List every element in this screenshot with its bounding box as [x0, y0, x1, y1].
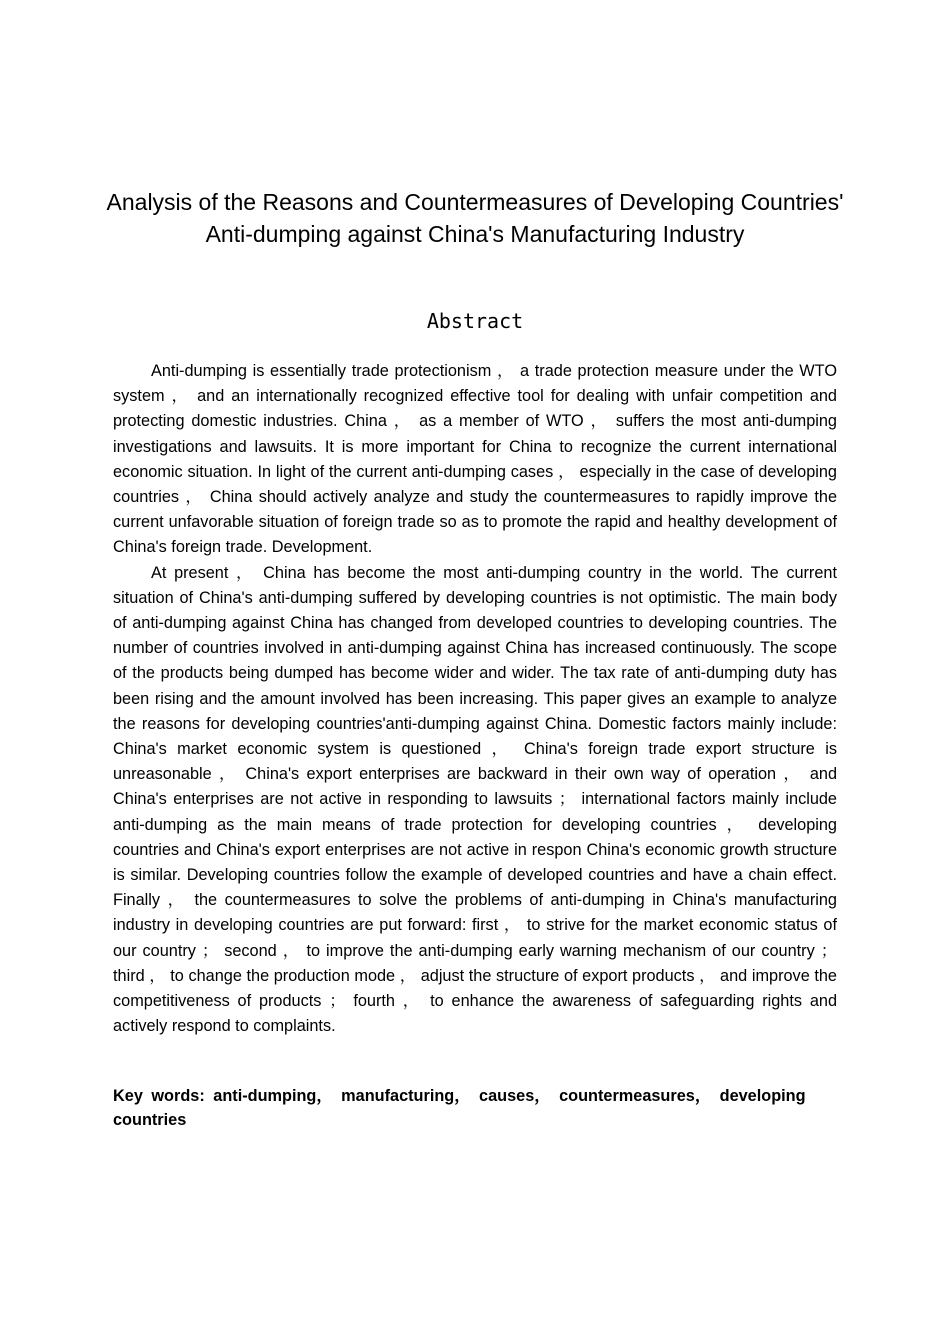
abstract-paragraph-1: Anti-dumping is essentially trade protectionism ， a trade protection measure under the WTO system ， and an internationally recognized effective tool for dealing with unfair competition and protecting domestic industries. China ， as a member of WTO ， suffers the most anti-dumping investigations and lawsuits. It is more important for China to recognize the current international economic situation. In light of the current anti-dumping cases ， especially in the case of developing countries ， China should actively analyze and study the countermeasures to rapidly improve the current unfavorable situation of foreign trade so as to promote the rapid and healthy development of China's foreign trade. Development.	[113, 362, 837, 557]
paper-title: Analysis of the Reasons and Countermeasures of Developing Countries' Anti-dumping against China's Manufacturing Industry	[106, 189, 844, 247]
abstract-heading: Abstract	[426, 309, 524, 333]
abstract-body	[113, 359, 837, 1039]
keywords: Key words: anti-dumping， manufacturing， causes， countermeasures， developing countries	[113, 1087, 806, 1129]
abstract-paragraph-2: At present ， China has become the most anti-dumping country in the world. The current situation of China's anti-dumping suffered by developing countries is not optimistic. The main body of anti-dumping against China has changed from developed countries to developing countries. The number of countries involved in anti-dumping against China has increased continuously. The scope of the products being dumped has become wider and wider. The tax rate of anti-dumping duty has been rising and the amount involved has been increasing. This paper gives an example to analyze the reasons for developing countries'anti-dumping against China. Domestic factors mainly include: China's market economic system is questioned ， China's foreign trade export structure is unreasonable ， China's export enterprises are backward in their own way of operation ， and China's enterprises are not active in responding to lawsuits ； international factors mainly include anti-dumping as the main means of trade protection for developing countries ， developing countries and China's export enterprises are not active in respon China's economic growth structure is similar. Developing countries follow the example of developed countries and have a chain effect. Finally ， the countermeasures to solve the problems of anti-dumping in China's manufacturing industry in developing countries are put forward: first ， to strive for the market economic status of our country ； second ， to improve the anti-dumping early warning mechanism of our country ； third ， to change the production mode ， adjust the structure of export products ， and improve the competitiveness of products ； fourth ， to enhance the awareness of safeguarding rights and actively respond to complaints.	[113, 563, 837, 1036]
